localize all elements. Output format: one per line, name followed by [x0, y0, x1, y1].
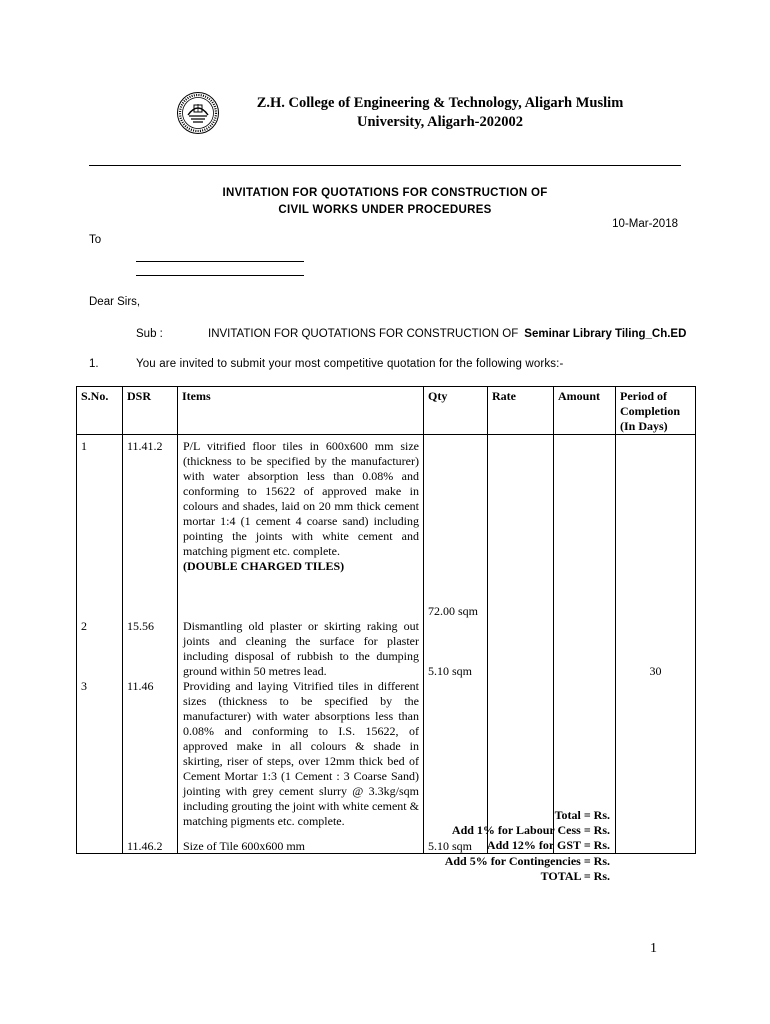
subject-text: INVITATION FOR QUOTATIONS FOR CONSTRUCTION OF: [208, 328, 519, 340]
col-header-dsr: DSR: [123, 387, 178, 435]
col-header-items: Items: [178, 387, 424, 435]
document-date: 10-Mar-2018: [612, 218, 678, 230]
row-3-dsr: 11.46: [127, 679, 154, 693]
header-divider: [89, 165, 681, 166]
gst-line: Add 12% for GST = Rs.: [486, 838, 610, 853]
row-3-item: Providing and laying Vitrified tiles in different sizes (thickness to be specified by the manufacturer) with water absorptions less than 0.08% and conforming to I.S. 15622, of approved make in all colours & shade in skirting, riser of steps, over 12mm thick bed of Cement Mortar 1:3 (1 Cement : 3 Coarse Sand) jointing with grey cement slurry @ 3.3kg/sqm including grouting the joint with white cement & matching pigments etc. complete.: [183, 679, 419, 828]
grand-total-line: TOTAL = Rs.: [540, 868, 610, 883]
row-4-dsr: 11.46.2: [127, 839, 163, 853]
col-header-period: Period of Completion (In Days): [616, 387, 696, 435]
university-seal-logo: [176, 91, 220, 135]
institution-header: [220, 94, 660, 132]
period-column: [616, 435, 695, 853]
subject-project-name: Seminar Library Tiling_Ch.ED: [524, 328, 687, 340]
invitation-paragraph: You are invited to submit your most competitive quotation for the following works:-: [136, 358, 564, 370]
row-1-item-note: (DOUBLE CHARGED TILES): [183, 559, 345, 573]
document-title-line1: INVITATION FOR QUOTATIONS FOR CONSTRUCTION OF: [222, 187, 548, 199]
col-header-amount: Amount: [554, 387, 616, 435]
col-header-sno: S.No.: [77, 387, 123, 435]
row-4-qty: 5.10 sqm: [428, 839, 473, 853]
row-2-sno: 2: [81, 619, 87, 633]
row-1-dsr: 11.41.2: [127, 439, 163, 453]
sno-column: [77, 435, 122, 853]
subject-line: [208, 328, 686, 340]
table-body-row: [77, 435, 696, 854]
salutation: Dear Sirs,: [89, 296, 141, 308]
labour-cess-line: Add 1% for Labour Cess = Rs.: [451, 823, 610, 838]
col-header-qty: Qty: [424, 387, 488, 435]
total-line: Total = Rs.: [554, 808, 610, 822]
address-blank-line-2: [136, 275, 304, 276]
row-1-qty: 72.00 sqm: [428, 604, 479, 618]
table-header-row: [77, 387, 696, 435]
page-number: 1: [650, 941, 657, 956]
row-4-item: Size of Tile 600x600 mm: [183, 839, 306, 853]
institution-name-line1: Z.H. College of Engineering & Technology, Aligarh Muslim: [256, 95, 624, 111]
row-2-dsr: 15.56: [127, 619, 154, 633]
address-blank-line-1: [136, 261, 304, 262]
row-1-sno: 1: [81, 439, 87, 453]
document-title-line2: CIVIL WORKS UNDER PROCEDURES: [278, 204, 492, 216]
col-header-rate: Rate: [488, 387, 554, 435]
to-label: To: [89, 234, 102, 246]
institution-name-line2: University, Aligarh-202002: [357, 114, 523, 130]
items-column: [178, 435, 423, 853]
contingencies-line: Add 5% for Contingencies = Rs.: [444, 853, 610, 868]
totals-block: [445, 808, 610, 884]
rate-column: [488, 435, 553, 853]
row-3-sno: 3: [81, 679, 87, 693]
dsr-column: [123, 435, 177, 853]
row-2-qty: 5.10 sqm: [428, 664, 473, 678]
row-1-item: [183, 439, 419, 574]
row-1-item-text: P/L vitrified floor tiles in 600x600 mm size (thickness to be specified by the manufacturer) with water absorption less than 0.08% and conforming to 15622 of approved make in colours and shades, laid on 20 mm thick cement mortar 1:4 (1 cement 4 coarse sand) including pointing the joints with white cement and matching pigment etc. complete.: [183, 439, 419, 558]
paragraph-number: 1.: [89, 358, 99, 370]
document-title: [150, 185, 620, 219]
qty-column: [424, 435, 487, 853]
quotation-table: [76, 386, 696, 854]
subject-label: Sub :: [136, 328, 163, 340]
amount-column: [554, 435, 615, 853]
completion-period: 30: [649, 664, 662, 678]
row-2-item: Dismantling old plaster or skirting raking out joints and cleaning the surface for plaster including disposal of rubbish to the dumping ground within 50 metres lead.: [183, 619, 419, 678]
